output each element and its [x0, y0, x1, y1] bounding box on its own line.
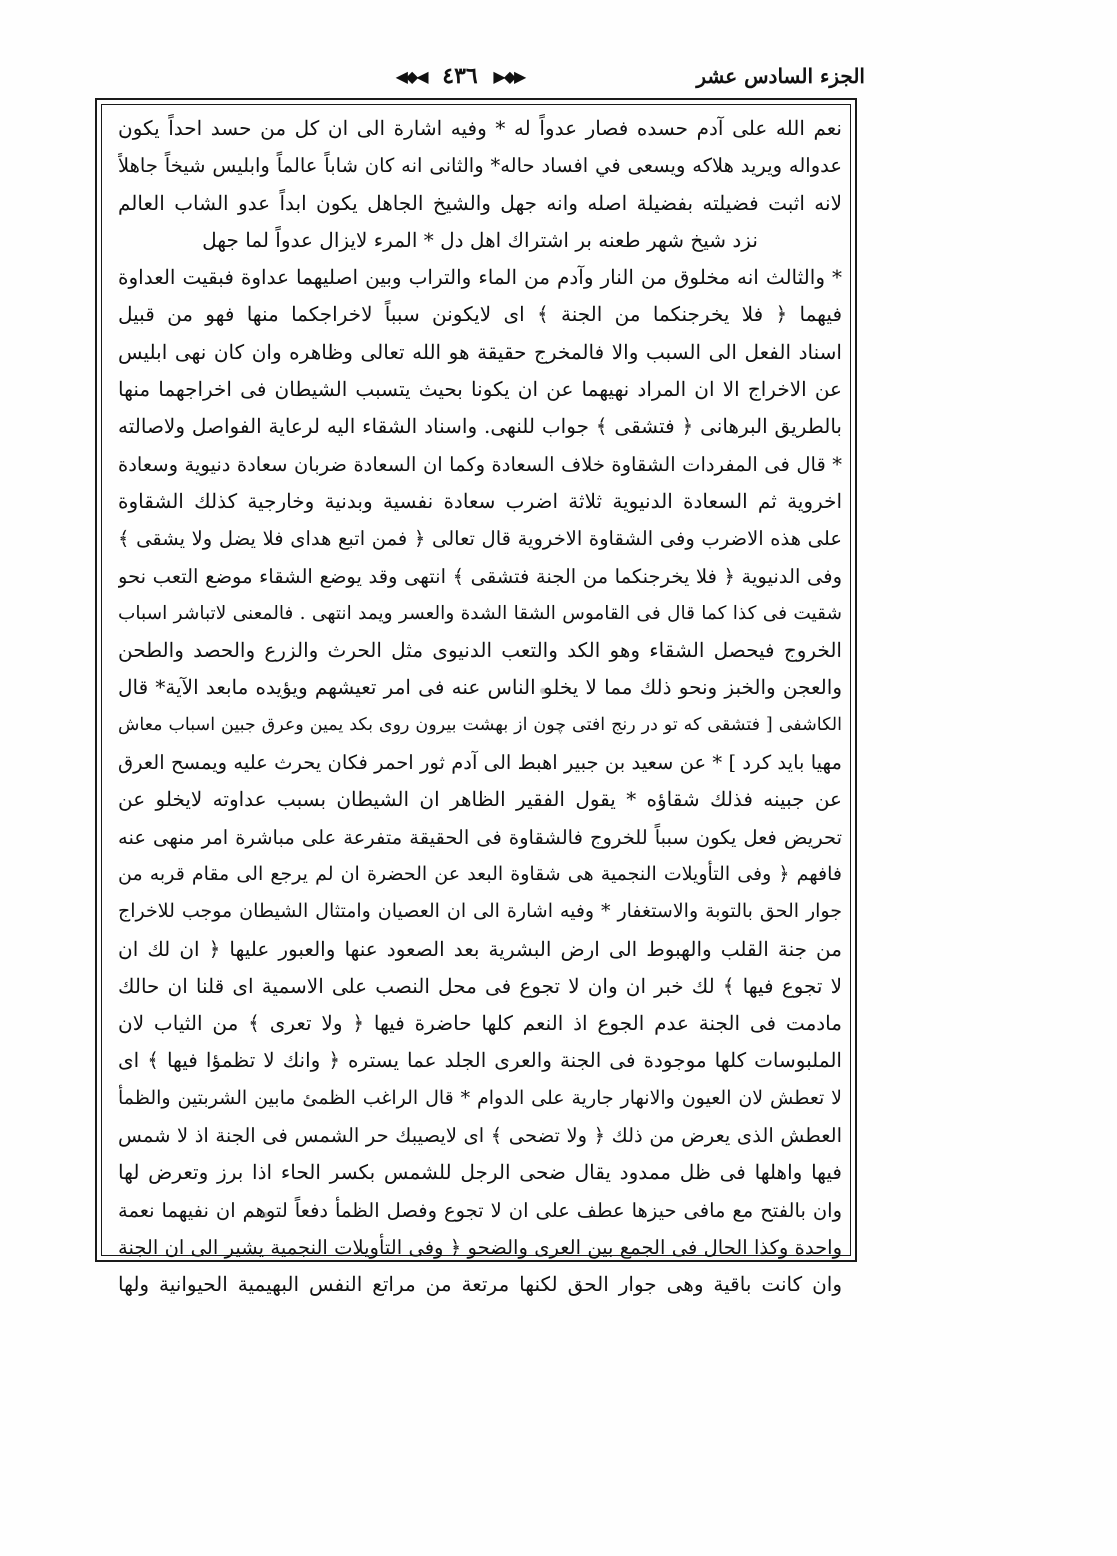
text-line: فيها واهلها فى ظل ممدود يقال ضحى الرجل للشمس بكسر الحاء اذا برز وتعرض لها — [118, 1160, 842, 1185]
text-line: من جنة القلب والهبوط الى ارض البشرية بعد الصعود عنها والعبور عليها ﴿ ان لك ان — [118, 936, 842, 961]
text-line: وان بالفتح مع مافى حيزها عطف على ان لا تجوع وفصل الظمأ دفعاً لتوهم ان نفيهما نعمة — [118, 1198, 842, 1222]
scan-speck — [540, 688, 546, 694]
text-line: * قال فى المفردات الشقاوة خلاف السعادة وكما ان السعادة ضربان سعادة دنيوية وسعادة — [118, 452, 842, 476]
text-line: عدواله ويريد هلاكه ويسعى في افساد حاله* والثانى انه كان شاباً عالماً وابليس شيخاً جاهلاً — [118, 154, 842, 178]
text-line: اسناد الفعل الى السبب والا فالمخرج حقيقة هو الله تعالى وظاهره وان كان نهى ابليس — [118, 339, 842, 364]
text-line: وان كانت باقية وهى جوار الحق لكنها مرتعة من مراتع النفس البهيمية الحيوانية ولها — [118, 1272, 842, 1297]
page-number: ٤٣٦ — [442, 63, 478, 89]
text-line: بالطريق البرهانى ﴿ فتشقى ﴾ جواب للنهى. واسناد الشقاء اليه لرعاية الفواصل ولاصالته — [118, 414, 842, 439]
text-line: تحريض فعل يكون سبباً للخروج فالشقاوة فى الحقيقة متفرعة على مباشرة امر منهى عنه — [118, 825, 842, 849]
text-line: مادمت فى الجنة عدم الجوع اذ النعم كلها حاضرة فيها ﴿ ولا تعرى ﴾ من الثياب لان — [118, 1011, 842, 1036]
ornament-right-icon: ▶◆▶ — [493, 66, 525, 86]
text-line: عن الاخراج الا ان المراد نهيهما عن ان يكونا بحيث يتسبب الشيطان فى اخراجهما منها — [118, 377, 842, 402]
text-line: الخروج فيحصل الشقاء وهو الكد والتعب الدنيوى مثل الحرث والزرع والحصد والطحن — [118, 638, 842, 663]
text-line: والعجن والخبز ونحو ذلك مما لا يخلو الناس عنه فى امر تعيشهم ويؤيده مابعد الآية* قال — [118, 675, 842, 700]
text-line: على هذه الاضرب وفى الشقاوة الاخروية قال تعالى ﴿ فمن اتبع هداى فلا يضل ولا يشقى ﴾ — [118, 527, 842, 551]
text-line: اخروية ثم السعادة الدنيوية ثلاثة اضرب سعادة نفسية وبدنية وخارجية كذلك الشقاوة — [118, 488, 842, 513]
text-line: واحدة وكذا الحال فى الجمع بين العرى والضحو ﴿ وفى التأويلات النجمية يشير الى ان الجنة — [118, 1235, 842, 1259]
text-line: لا تعطش لان العيون والانهار جارية على الدوام * قال الراغب الظمئ مابين الشربتين والظمأ — [118, 1086, 842, 1109]
body-text — [118, 110, 842, 1297]
text-line: * والثالث انه مخلوق من النار وآدم من الماء والتراب وبين اصليهما عداوة فبقيت العداوة — [118, 265, 842, 290]
text-line: عن جبينه فذلك شقاؤه * يقول الفقير الظاهر ان الشيطان بسبب عداوته لايخلو عن — [118, 787, 842, 812]
page-number-block — [395, 62, 525, 89]
running-title: الجزء السادس عشر — [696, 64, 865, 88]
text-line: شقيت فى كذا كما قال فى القاموس الشقا الشدة والعسر ويمد انتهى . فالمعنى لاتباشر اسباب — [118, 602, 842, 624]
text-line: الملبوسات كلها موجودة فى الجنة والعرى الجلد عما يستره ﴿ وانك لا تظمؤا فيها ﴾ اى — [118, 1048, 842, 1073]
scan-speck — [262, 1212, 268, 1218]
text-line: وفى الدنيوية ﴿ فلا يخرجنكما من الجنة فتشقى ﴾ انتهى وقد يوضع الشقاء موضع التعب نحو — [118, 564, 842, 588]
text-line: نزد شيخ شهر طعنه بر اشتراك اهل دل * المرء لايزال عدواً لما جهل — [202, 227, 758, 252]
page-header — [95, 60, 865, 98]
text-line: فيهما ﴿ فلا يخرجنكما من الجنة ﴾ اى لايكونن سبباً لاخراجكما منها فهو من قبيل — [118, 302, 842, 327]
text-line: مهيا بايد كرد ] * عن سعيد بن جبير اهبط الى آدم ثور احمر فكان يحرث عليه ويمسح العرق — [118, 751, 842, 775]
text-line: العطش الذى يعرض من ذلك ﴿ ولا تضحى ﴾ اى لايصيبك حر الشمس فى الجنة اذ لا شمس — [118, 1124, 842, 1148]
text-line: الكاشفى [ فتشقى كه تو در رنج افتى چون از بهشت بيرون روى بكد يمين وعرق جبين اسباب معاش — [118, 714, 842, 735]
text-line: لا تجوع فيها ﴾ لك خبر ان وان لا تجوع فى محل النصب على الاسمية اى قلنا ان حالك — [118, 973, 842, 998]
text-line: فافهم ﴿ وفى التأويلات النجمية هى شقاوة البعد عن الحضرة ان لم يرجع الى مقام قربه من — [118, 862, 842, 885]
text-line: جوار الحق بالتوبة والاستغفار * وفيه اشارة الى ان العصيان وامتثال الشيطان موجب للاخراج — [118, 900, 842, 923]
ornament-left-icon: ◀◆◀ — [395, 66, 427, 86]
text-line: نعم الله على آدم حسده فصار عدواً له * وفيه اشارة الى ان كل من حسد احداً يكون — [118, 116, 842, 140]
text-line: لانه اثبت فضيلته بفضيلة اصله وانه جهل والشيخ الجاهل يكون ابداً عدو الشاب العالم — [118, 190, 842, 215]
